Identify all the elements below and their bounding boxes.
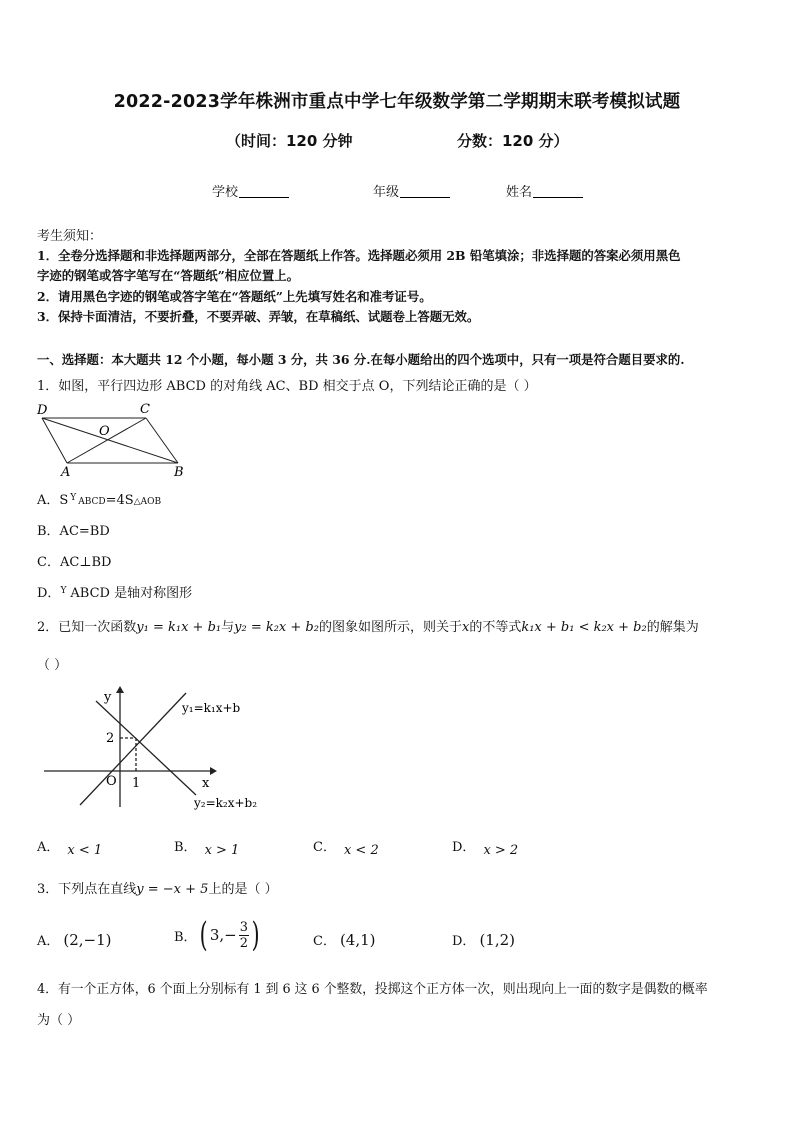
q1-option-d: D．$^Y$ ABCD 是轴对称图形 <box>37 586 193 601</box>
label-c: C <box>140 402 150 417</box>
school-blank <box>239 185 289 198</box>
q4-stem-line-1: 4．有一个正方体，6 个面上分别标有 1 到 6 这 6 个整数，投掷这个正方体一次，则出现向上一面的数字是偶数的概率 <box>37 982 708 997</box>
q2-answer-paren: （ ） <box>37 658 68 673</box>
label-a: A <box>61 465 71 480</box>
y-axis-label: y <box>104 690 112 705</box>
q2-option-d: D． x > 2 <box>452 840 519 858</box>
q3-option-d: D． (1,2) <box>452 931 515 949</box>
label-o: O <box>99 424 110 439</box>
q3-line-equation: y = −x + 5 <box>136 882 209 897</box>
section-heading: 一、选择题：本大题共 12 个小题，每小题 3 分，共 36 分.在每小题给出的四个选项中，只有一项是符合题目要求的. <box>37 352 685 367</box>
diagonal-db <box>42 418 178 463</box>
q2-option-b: B． x > 1 <box>174 840 240 858</box>
q1-parallelogram-figure <box>34 400 194 480</box>
q1-option-c: C．AC⊥BD <box>37 555 112 570</box>
name-field <box>506 181 583 200</box>
line-y2-label: y₂=k₂x+b₂ <box>194 796 258 810</box>
notice-line-3: 3．保持卡面清洁，不要折叠，不要弄破、弄皱，在草稿纸、试题卷上答题无效。 <box>37 309 480 324</box>
q1-option-a: A．S $^Y$ ABCD=4S△AOB <box>37 493 162 508</box>
notice-line-1b: 字迹的钢笔或答字笔写在“答题纸”相应位置上。 <box>37 268 300 283</box>
grade-label: 年级 <box>373 185 400 200</box>
page-title: 2022-2023学年株洲市重点中学七年级数学第二学期期末联考模拟试题 <box>113 92 681 112</box>
notice-line-1a: 1．全卷分选择题和非选择题两部分，全部在答题纸上作答。选择题必须用 2B 铅笔填涂；非选择题的答案必须用黑色 <box>37 248 681 263</box>
line-y1-label: y₁=k₁x+b <box>182 701 241 715</box>
time-label: （时间：120 分钟 <box>226 132 353 150</box>
name-label: 姓名 <box>506 185 533 200</box>
grade-field <box>373 181 450 200</box>
y-axis-arrow <box>116 686 124 693</box>
side-cb <box>146 418 178 463</box>
q1-option-b: B．AC=BD <box>37 524 110 539</box>
q2-function-graph <box>40 683 280 813</box>
x-axis-label: x <box>202 776 210 791</box>
grade-blank <box>400 185 450 198</box>
score-label: 分数：120 分） <box>457 132 569 150</box>
origin-label: O <box>106 774 117 789</box>
label-b: B <box>174 465 184 480</box>
notice-line-2: 2．请用黑色字迹的钢笔或答字笔在“答题纸”上先填写姓名和准考证号。 <box>37 289 432 304</box>
q2-stem: 2．已知一次函数y₁ = k₁x + b₁与y₂ = k₂x + b₂的图象如图所示，则关于x的不等式k₁x + b₁ < k₂x + b₂的解集为 <box>37 620 699 635</box>
q2-option-c: C． x < 2 <box>313 840 379 858</box>
q4-stem-line-2: 为（ ） <box>37 1013 81 1028</box>
q2-option-a: A． x < 1 <box>37 840 103 858</box>
school-label: 学校 <box>212 185 239 200</box>
label-d: D <box>37 403 48 418</box>
name-blank <box>533 185 583 198</box>
q2-eq1: y₁ = k₁x + b₁ <box>136 620 222 635</box>
q3-option-a: A． (2,−1) <box>37 931 112 949</box>
school-field <box>212 181 289 200</box>
q2-eq2: y₂ = k₂x + b₂ <box>234 620 319 635</box>
notice-heading: 考生须知： <box>37 229 103 244</box>
q3-option-b: B．( 3,− $\frac{3}{2}$ ) <box>174 915 260 955</box>
y-tick-label: 2 <box>106 731 115 746</box>
q1-stem: 1．如图，平行四边形 ABCD 的对角线 AC、BD 相交于点 O，下列结论正确的是（ ） <box>37 379 537 394</box>
x-axis-arrow <box>210 767 217 775</box>
q2-inequality: k₁x + b₁ < k₂x + b₂ <box>521 620 647 635</box>
x-tick-label: 1 <box>132 776 141 791</box>
q3-stem: 3．下列点在直线y = −x + 5上的是（ ） <box>37 882 278 897</box>
q3-option-c: C． (4,1) <box>313 931 376 949</box>
